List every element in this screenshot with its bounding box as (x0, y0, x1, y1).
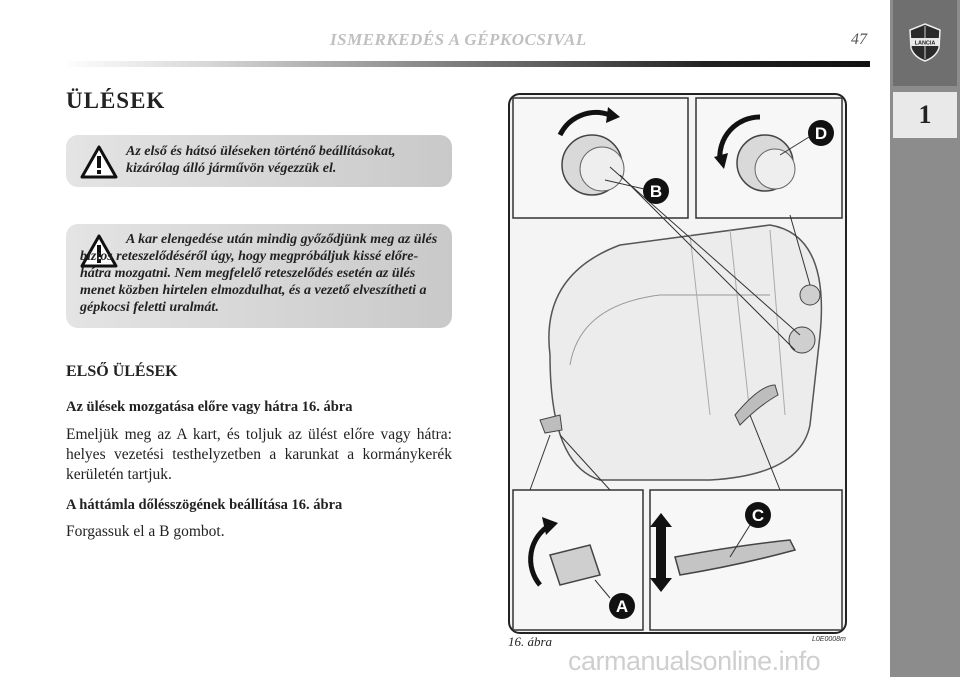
warning-text-1: Az első és hátsó üléseken történő beállításokat, kizárólag álló járművön végezzük el. (126, 144, 396, 176)
callout-d-label: D (814, 124, 828, 143)
lancia-logo-icon (906, 22, 944, 62)
page-number: 47 (851, 31, 867, 48)
paragraph-heading-2: A háttámla dőlésszögének beállítása 16. ábra (66, 497, 343, 513)
watermark: carmanualsonline.info (568, 646, 821, 676)
paragraph-heading-1: Az ülések mozgatása előre vagy hátra 16. ábra (66, 399, 353, 415)
paragraph-text-2: Forgassuk el a B gombot. (66, 523, 225, 540)
figure-code: L0E0008m (812, 636, 846, 643)
warning-text-2: A kar elengedése után mindig győződjünk meg az ülés biztos reteszelődéséről úgy, hogy megpróbáljuk kissé előre-hátra mozgatni. Nem megfelelő reteszelődés esetén az ülés menet közben hirtelen elmozdulhat, és a vezető elveszítheti a gépkocsi feletti uralmát. (80, 232, 438, 315)
header-rule (60, 61, 870, 67)
callout-c-label: C (751, 506, 765, 525)
figure-caption: 16. ábra (508, 634, 553, 649)
seat-illustration (510, 95, 845, 632)
paragraph-text-1: Emeljük meg az A kart, és toljuk az ülést előre vagy hátra: helyes vezetési testhelyzetben a karunkat a kormánykerék kerületén tartjuk. (66, 426, 452, 483)
header-title: ISMERKEDÉS A GÉPKOCSIVAL (330, 30, 587, 49)
callout-b-label: B (649, 182, 663, 201)
warning-box-2 (66, 224, 452, 328)
chapter-tab[interactable]: 1 (893, 92, 957, 138)
subsection-title: ELSŐ ÜLÉSEK (66, 363, 178, 380)
logo-text: LANCIA (914, 40, 936, 47)
section-title: ÜLÉSEK (66, 88, 166, 113)
callout-a-label: A (615, 597, 629, 616)
warning-triangle-icon (80, 145, 118, 179)
warning-box-1 (66, 135, 452, 187)
seat-adjustment-figure (508, 93, 847, 634)
